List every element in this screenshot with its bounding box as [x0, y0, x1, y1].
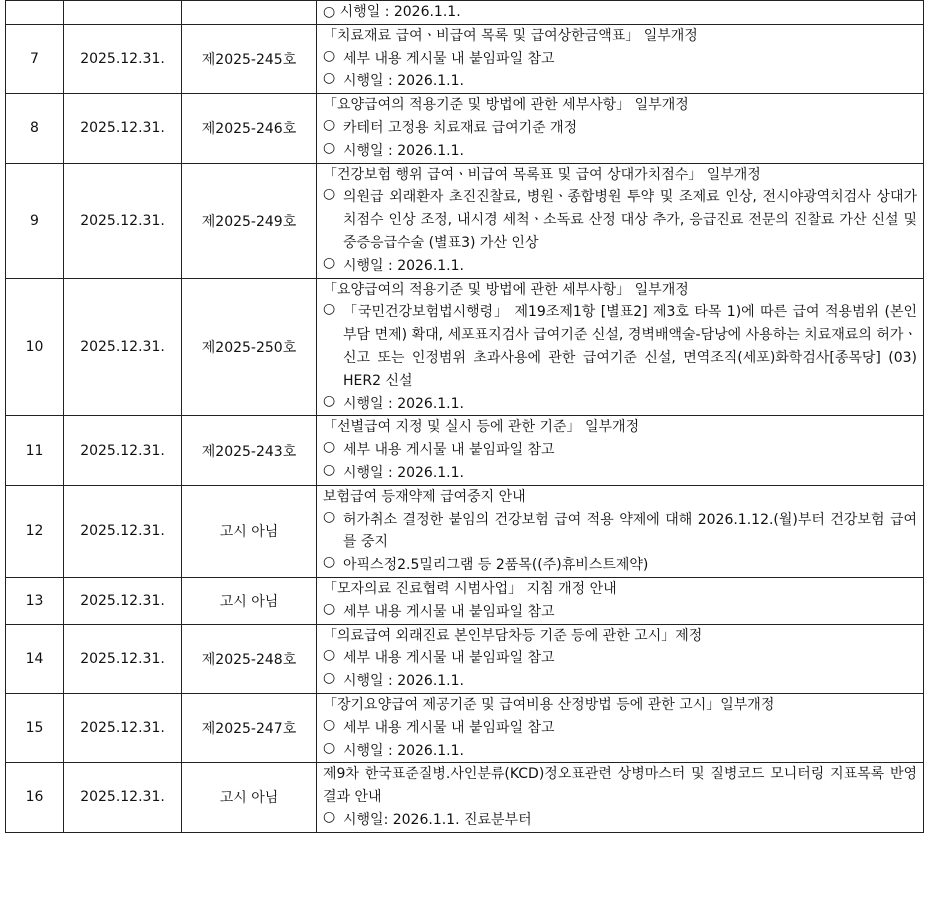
- row-bullet-text: 시행일 : 2026.1.1.: [343, 464, 464, 481]
- row-notice-number: 제2025-246호: [182, 94, 317, 163]
- circle-bullet-icon: ○: [323, 670, 336, 687]
- row-content: [317, 693, 924, 762]
- row-bullet: [323, 439, 917, 462]
- row-date: 2025.12.31.: [64, 485, 182, 577]
- row-notice-number: 제2025-250호: [182, 278, 317, 416]
- row-bullet: [323, 809, 917, 832]
- row-title: 「장기요양급여 제공기준 및 급여비용 산정방법 등에 관한 고시」일부개정: [323, 696, 775, 713]
- row-date: 2025.12.31.: [64, 163, 182, 278]
- row-title: 「건강보험 행위 급여ㆍ비급여 목록표 및 급여 상대가치점수」 일부개정: [323, 166, 761, 183]
- row-bullet: [323, 670, 917, 693]
- row-bullet: [323, 740, 917, 763]
- row-bullet-text: 세부 내용 게시물 내 붙임파일 참고: [343, 719, 555, 736]
- row-bullet-text: 카테터 고정용 치료재료 급여기준 개정: [343, 119, 578, 136]
- row-date: 2025.12.31.: [64, 624, 182, 693]
- row-bullet-text: 세부 내용 게시물 내 붙임파일 참고: [343, 442, 555, 459]
- row-number: 12: [6, 485, 64, 577]
- row-content: [317, 24, 924, 93]
- circle-bullet-icon: ○: [323, 647, 336, 664]
- row-bullet: [323, 255, 917, 278]
- row-number: 8: [6, 94, 64, 163]
- row-content: [317, 485, 924, 577]
- row-content: [317, 278, 924, 416]
- row-number: 15: [6, 693, 64, 762]
- row-bullet-text: 시행일: 2026.1.1. 진료분부터: [343, 811, 532, 828]
- row-content: [317, 624, 924, 693]
- row-title: 「모자의료 진료협력 시범사업」 지침 개정 안내: [323, 580, 617, 597]
- table-row: [6, 163, 924, 278]
- row-bullet: [323, 462, 917, 485]
- table-row: [6, 278, 924, 416]
- circle-bullet-icon: ○: [323, 739, 336, 756]
- row-bullet-text: 시행일 : 2026.1.1.: [343, 673, 464, 690]
- row-notice-number: 제2025-248호: [182, 624, 317, 693]
- row-number: 16: [6, 763, 64, 832]
- table-row: [6, 94, 924, 163]
- table-row: [6, 763, 924, 832]
- row-notice-number: 제2025-243호: [182, 416, 317, 485]
- row-title: 보험급여 등재약제 급여중지 안내: [323, 488, 526, 505]
- circle-bullet-icon: ○: [323, 716, 336, 733]
- circle-bullet-icon: ○: [323, 116, 336, 133]
- table-row: [6, 485, 924, 577]
- row-bullet-text: 시행일 : 2026.1.1.: [343, 395, 464, 412]
- row-bullet-text: 세부 내용 게시물 내 붙임파일 참고: [343, 650, 555, 667]
- row-number: 14: [6, 624, 64, 693]
- row-notice-number: 제2025-249호: [182, 163, 317, 278]
- table-row: [6, 24, 924, 93]
- row-bullet: [323, 48, 917, 71]
- circle-bullet-icon: ○: [323, 461, 336, 478]
- table-row: [6, 416, 924, 485]
- row-title: 제9차 한국표준질병.사인분류(KCD)정오표관련 상병마스터 및 질병코드 모니터링 지표목록 반영 결과 안내: [323, 766, 917, 806]
- row-bullet: [323, 186, 917, 254]
- row-notice-number: 제2025-247호: [182, 693, 317, 762]
- row-date: 2025.12.31.: [64, 416, 182, 485]
- circle-bullet-icon: ○: [323, 47, 336, 64]
- row-number: 10: [6, 278, 64, 416]
- row-number: 9: [6, 163, 64, 278]
- row-bullet: [323, 554, 917, 577]
- circle-bullet-icon: ○: [323, 508, 336, 525]
- circle-bullet-icon: ○: [323, 301, 336, 318]
- row-notice-number: 고시 아님: [182, 763, 317, 832]
- row-date: 2025.12.31.: [64, 577, 182, 624]
- table-row: [6, 624, 924, 693]
- row-notice-number: 고시 아님: [182, 485, 317, 577]
- row-title: 「요양급여의 적용기준 및 방법에 관한 세부사항」 일부개정: [323, 281, 689, 298]
- row-bullet-text: 허가취소 결정한 붙임의 건강보험 급여 적용 약제에 대해 2026.1.12.(월)부터 건강보험 급여를 중지: [343, 511, 917, 551]
- row-bullet: [323, 717, 917, 740]
- row-bullet: [323, 647, 917, 670]
- row-title: 「선별급여 지정 및 실시 등에 관한 기준」 일부개정: [323, 419, 640, 436]
- row-bullet-text: 시행일 : 2026.1.1.: [343, 73, 464, 90]
- row-title: 「치료재료 급여ㆍ비급여 목록 및 급여상한금액표」 일부개정: [323, 27, 698, 44]
- notice-table: [5, 0, 924, 833]
- row-bullet-text: 시행일 : 2026.1.1.: [343, 142, 464, 159]
- row-bullet-text: 의원급 외래환자 초진진찰료, 병원ㆍ종합병원 투약 및 조제료 인상, 전시야광역치검사 상대가치점수 인상 조정, 내시경 세척ㆍ소독료 산정 대상 추가, 응급진료 전문의 진찰료 가산 신설 및 중증응급수술 (별표3) 가산 인상: [343, 189, 917, 251]
- row-date: 2025.12.31.: [64, 24, 182, 93]
- row-content: [317, 163, 924, 278]
- row-title: 「의료급여 외래진료 본인부담차등 기준 등에 관한 고시」제정: [323, 627, 703, 644]
- row-bullet-text: 아픽스정2.5밀리그램 등 2품목((주)휴비스트제약): [343, 557, 649, 574]
- circle-bullet-icon: ○: [323, 600, 336, 617]
- row-bullet: [323, 601, 917, 624]
- row-date: 2025.12.31.: [64, 763, 182, 832]
- row-number: 13: [6, 577, 64, 624]
- row-notice-number: 제2025-245호: [182, 24, 317, 93]
- circle-bullet-icon: ○: [323, 70, 336, 87]
- row-bullet: [323, 117, 917, 140]
- fragment-item: ○ 시행일 : 2026.1.1.: [323, 4, 461, 20]
- row-bullet: [323, 509, 917, 555]
- table-row: [6, 693, 924, 762]
- circle-bullet-icon: ○: [323, 254, 336, 271]
- row-date: 2025.12.31.: [64, 693, 182, 762]
- row-number: 7: [6, 24, 64, 93]
- row-bullet-text: 「국민건강보험법시행령」 제19조제1항 [별표2] 제3호 타목 1)에 따른 급여 적용범위 (본인부담 면제) 확대, 세포표지검사 급여기준 신설, 경벽배액술-담낭에 사용하는 치료재료의 허가ㆍ신고 또는 인정범위 초과사용에 관한 급여기준 신설, 면역조직(세포)화학검사[종목당] (03) HER2 신설: [343, 304, 917, 389]
- row-content: [317, 94, 924, 163]
- row-bullet: [323, 301, 917, 392]
- row-bullet: [323, 140, 917, 163]
- row-notice-number: 고시 아님: [182, 577, 317, 624]
- circle-bullet-icon: ○: [323, 186, 336, 203]
- row-content: [317, 763, 924, 832]
- row-date: 2025.12.31.: [64, 94, 182, 163]
- row-bullet-text: 세부 내용 게시물 내 붙임파일 참고: [343, 50, 555, 67]
- row-title: 「요양급여의 적용기준 및 방법에 관한 세부사항」 일부개정: [323, 97, 689, 114]
- row-content: [317, 577, 924, 624]
- row-date: 2025.12.31.: [64, 278, 182, 416]
- circle-bullet-icon: ○: [323, 808, 336, 825]
- row-bullet-text: 세부 내용 게시물 내 붙임파일 참고: [343, 603, 555, 620]
- circle-bullet-icon: ○: [323, 139, 336, 156]
- row-bullet-text: 시행일 : 2026.1.1.: [343, 257, 464, 274]
- row-bullet-text: 시행일 : 2026.1.1.: [343, 742, 464, 759]
- table-row-fragment: [6, 1, 924, 25]
- row-content: [317, 416, 924, 485]
- table-row: [6, 577, 924, 624]
- row-bullet: [323, 393, 917, 416]
- circle-bullet-icon: ○: [323, 554, 336, 571]
- row-number: 11: [6, 416, 64, 485]
- circle-bullet-icon: ○: [323, 439, 336, 456]
- circle-bullet-icon: ○: [323, 392, 336, 409]
- row-bullet: [323, 70, 917, 93]
